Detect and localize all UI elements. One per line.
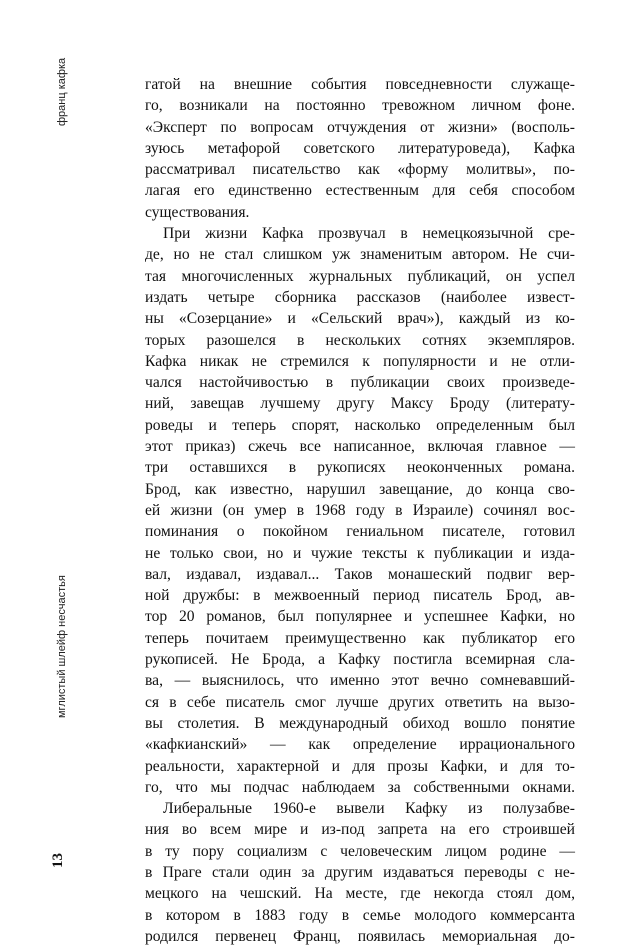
text-line: издать четыре сборника рассказов (наиболее извест- bbox=[145, 288, 575, 306]
text-line: го, что мы подчас наблюдаем за собственными окнами. bbox=[145, 778, 575, 796]
text-line: тор 20 романов, был популярнее и успешнее Кафки, но bbox=[145, 608, 575, 626]
text-line: ной дружбы: в межвоенный период писатель Брод, ав- bbox=[145, 587, 575, 605]
text-line: мецкого на чешский. На месте, где некогда стоял дом, bbox=[145, 885, 575, 903]
text-line: Кафка никак не стремился к популярности и не отли- bbox=[145, 352, 575, 370]
text-line: тая многочисленных журнальных публикаций, он успел bbox=[145, 267, 575, 285]
text-line: вы столетия. В международный обиход вошло понятие bbox=[145, 714, 575, 732]
text-line: в Праге стали один за другим издаваться переводы с не- bbox=[145, 863, 575, 881]
text-line: реальности, характерной и для прозы Кафки, и для то- bbox=[145, 757, 575, 775]
text-line: рукописей. Не Брода, а Кафку постигла всемирная сла- bbox=[145, 651, 575, 669]
text-line: этот приказ) сжечь все написанное, включая главное — bbox=[145, 438, 575, 456]
text-line: ны «Созерцание» и «Сельский врач»), каждый из ко- bbox=[145, 310, 575, 328]
running-head-book: франц кафка bbox=[56, 57, 68, 126]
page-number: 13 bbox=[50, 853, 66, 868]
text-line: три оставшихся в рукописях неоконченных романа. bbox=[145, 459, 575, 477]
text-line: существования. bbox=[145, 203, 250, 221]
text-line: рассматривал писательство как «форму молитвы», по- bbox=[145, 161, 575, 179]
running-head-chapter: мглистый шлейф несчастья bbox=[56, 575, 68, 718]
text-line: родился первенец Франц, появилась мемориальная до- bbox=[145, 927, 575, 945]
text-line: вал, издавал, издавал... Таков монашеский подвиг вер- bbox=[145, 565, 575, 583]
text-line: зуюсь метафорой советского литературоведа), Кафка bbox=[145, 139, 575, 157]
text-line: де, но не стал слишком уж знаменитым автором. Не счи- bbox=[145, 246, 575, 264]
text-line: ей жизни (он умер в 1968 году в Израиле) сочинял вос- bbox=[145, 501, 575, 519]
text-line: роведы и теперь спорят, насколько определенным был bbox=[145, 416, 575, 434]
text-line: в ту пору социализм с человеческим лицом родине — bbox=[145, 842, 575, 860]
text-line: ния во всем мире и из-под запрета на его строившей bbox=[145, 821, 575, 839]
text-line: теперь почитаем преимущественно как публикатор его bbox=[145, 629, 575, 647]
text-line: чался настойчивостью в публикации своих произведе- bbox=[145, 374, 575, 392]
text-line: в котором в 1883 году в семье молодого коммерсанта bbox=[145, 906, 575, 924]
text-line: «Эксперт по вопросам отчуждения от жизни» (восполь- bbox=[145, 118, 575, 136]
text-line: гатой на внешние события повседневности служаще- bbox=[145, 76, 575, 93]
text-line: не только свои, но и чужие тексты к публикации и издa- bbox=[145, 544, 575, 562]
text-line: ва, — выяснилось, что именно этот вечно сомневавший- bbox=[145, 672, 575, 690]
text-line: ний, завещав лучшему другу Максу Броду (литерату- bbox=[145, 395, 575, 413]
text-line: «кафкианский» — как определение иррационального bbox=[145, 736, 575, 754]
text-line: ся в себе писатель смог лучше других ответить на вызо- bbox=[145, 693, 575, 711]
text-line: При жизни Кафка прозвучал в немецкоязычной сре- bbox=[163, 225, 575, 243]
text-line: Либеральные 1960-е вывели Кафку из полузабве- bbox=[163, 800, 575, 818]
text-line: торых разошелся в нескольких сотнях экземпляров. bbox=[145, 331, 575, 349]
text-line: поминания о покойном гениальном писателе, готовил bbox=[145, 523, 575, 541]
text-line: го, возникали на постоянно тревожном личном фоне. bbox=[145, 97, 575, 115]
text-line: Брод, как известно, нарушил завещание, до конца сво- bbox=[145, 480, 575, 498]
text-line: лагая его единственно естественным для себя способом bbox=[145, 182, 575, 200]
body-text bbox=[145, 74, 575, 947]
